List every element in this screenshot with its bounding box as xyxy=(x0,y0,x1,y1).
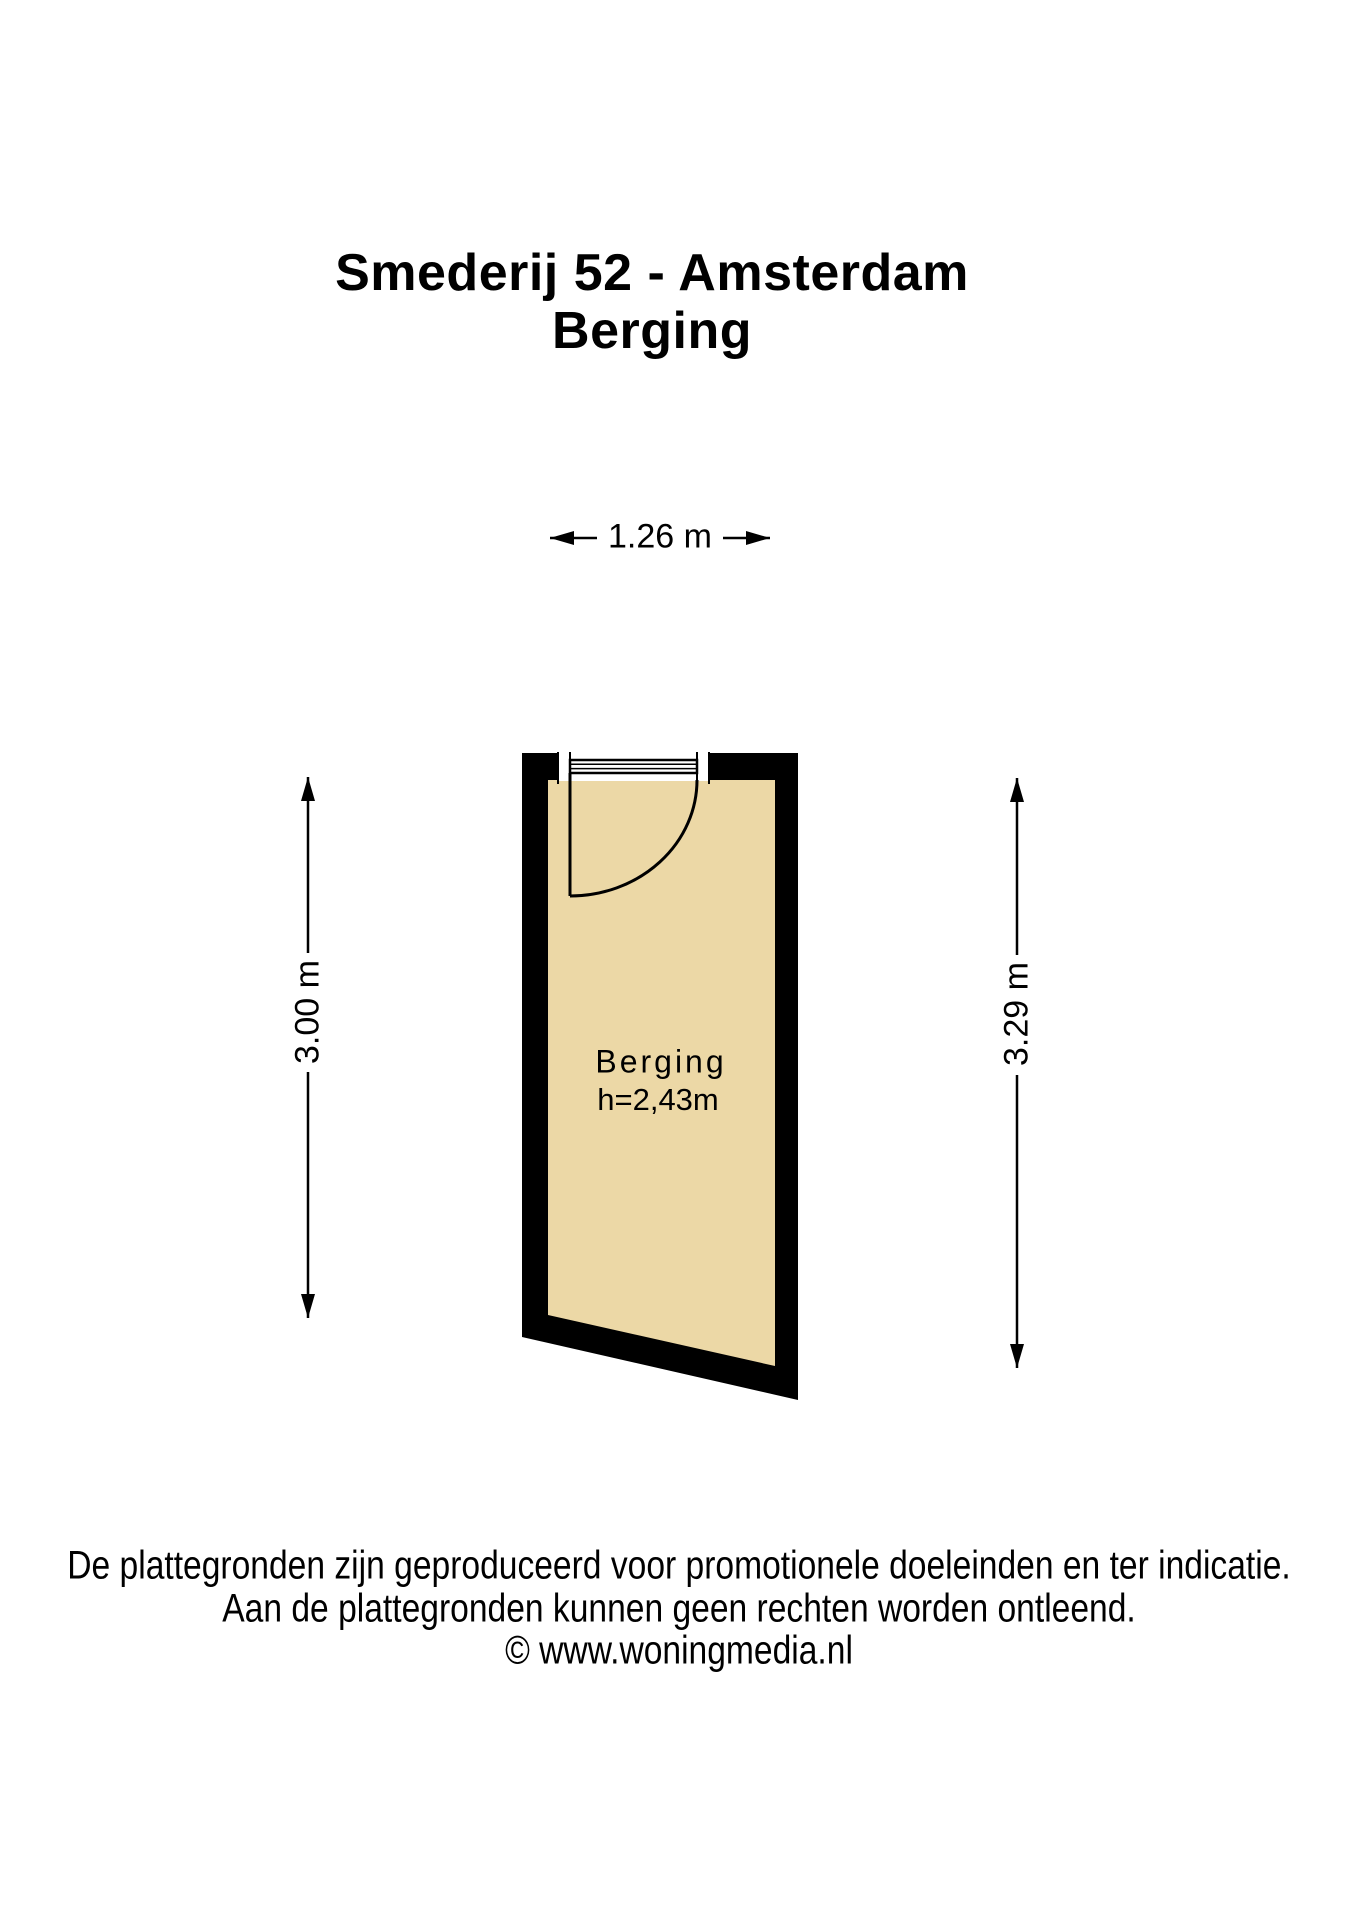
dimension-left-label: 3.00 m xyxy=(288,960,327,1064)
footer-disclaimer-line2: Aan de plattegronden kunnen geen rechten worden ontleend. xyxy=(222,1586,1136,1631)
footer-copyright: © www.woningmedia.nl xyxy=(505,1628,853,1673)
page-title: Smederij 52 - Amsterdam xyxy=(335,244,969,302)
dimension-right-label: 3.29 m xyxy=(997,962,1036,1066)
dimension-width-label: 1.26 m xyxy=(608,517,712,556)
arrow-down-icon xyxy=(1010,1344,1024,1368)
footer-disclaimer-line1: De plattegronden zijn geproduceerd voor promotionele doeleinden en ter indicatie. xyxy=(67,1543,1291,1588)
arrow-left-icon xyxy=(550,531,574,545)
arrow-up-icon xyxy=(1010,778,1024,802)
arrow-down-icon xyxy=(301,1294,315,1318)
arrow-right-icon xyxy=(746,531,770,545)
arrow-up-icon xyxy=(301,777,315,801)
room-label: Berging xyxy=(595,1043,727,1080)
room-ceiling-height: h=2,43m xyxy=(597,1082,719,1117)
door-panel xyxy=(570,760,697,773)
page-subtitle: Berging xyxy=(552,302,752,360)
